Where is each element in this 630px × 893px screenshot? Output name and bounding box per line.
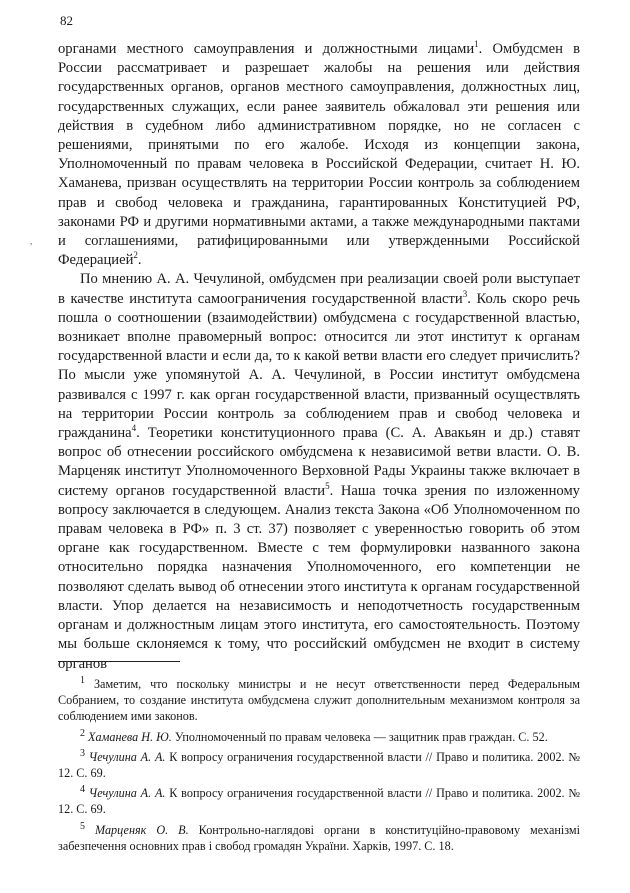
footnote-author: Чечулина А. А.	[88, 786, 166, 801]
paragraph-2	[58, 270, 580, 673]
footnote-ref-5: 5	[325, 480, 330, 491]
footnote-2	[58, 729, 580, 745]
footnote-3	[58, 749, 580, 781]
paragraph-1-end: .	[137, 252, 142, 269]
footnote-5	[58, 822, 580, 854]
paragraph-2-part-3: . Теоретики конституционного права (С. А. Авакьян и др.) ставят вопрос об отнесении российского омбудсмена к независимой ветви власти. О. В. Марценяк институт Уполномоченного Верховной Рады Украины также включает в систему органов государственной власти	[58, 425, 580, 499]
footnote-4	[58, 785, 580, 817]
footnote-author: Марценяк О. В.	[94, 822, 189, 837]
paragraph-1-text: органами местного самоуправления и должностными лицами	[58, 41, 475, 57]
main-text	[58, 40, 580, 674]
footnote-number: 5	[80, 820, 85, 832]
footnotes	[58, 676, 580, 858]
paragraph-2-part-4: . Наша точка зрения по изложенному вопросу заключается в следующем. Анализ текста Закона «Об Уполномоченном по правам человека в РФ» п. 3 ст. 37) позволяет с уверенностью говорить об этом органе как государственном. Вместе с тем формулировки названного закона относительно порядка назначения Уполномоченного, его компетенции не позволяют сделать вывод об отнесении этого института к органам государственной власти. Упор делается на независимость и неподотчетность государственным органам и должностным лицам этого института, его самостоятельность. Поэтому мы больше склоняемся к тому, что российский омбудсмен не входит в систему органов	[58, 482, 580, 672]
footnote-number: 4	[80, 784, 85, 796]
footnote-ref-2: 2	[133, 250, 138, 261]
paragraph-1-body: . Омбудсмен в России рассматривает и разрешает жалобы на решения или действия государственных органов, органов местного самоуправления, должностных лиц, государственных служащих, если ранее заявитель обжаловал эти решения или действия в судебном либо административном порядке, но не согласен с решениями, принятыми по его жалобе. Исходя из концепции закона, Уполномоченный по правам человека в Российской Федерации, считает Н. Ю. Хаманева, призван осуществлять на территории России контроль за соблюдением прав и свобод человека и гражданина, гарантированных Конституцией РФ, законами РФ и другими нормативными актами, а также международными пактами и соглашениями, ратифицированными или утвержденными Российской Федерацией	[58, 41, 580, 269]
footnote-text: Уполномоченный по правам человека — защитник прав граждан. С. 52.	[171, 729, 548, 744]
paragraph-2-part-1: По мнению А. А. Чечулиной, омбудсмен при реализации своей роли выступает в качестве института самоограничения государственной власти	[58, 271, 580, 307]
footnote-number: 3	[80, 747, 85, 759]
footnote-ref-4: 4	[131, 423, 137, 434]
footnote-text: К вопросу ограничения государственной власти // Право и политика. 2002. № 12. С. 69.	[58, 749, 581, 781]
footnote-number: 2	[80, 727, 85, 739]
footnote-text: К вопросу ограничения государственной власти // Право и политика. 2002. № 12. С. 69.	[58, 786, 581, 817]
paragraph-1	[58, 40, 580, 270]
footnote-text: Контрольно-наглядові органи в конституційно-правовому механізмі забезпечення основних прав і свобод громадян України. Харків, 1997. С. 18.	[58, 822, 581, 853]
footnote-text: Заметим, что поскольку министры и не несут ответственности перед Федеральным Собранием, то создание института омбудсмена служит дополнительным механизмом контроля за соблюдением ими законов.	[58, 677, 580, 724]
page-number: 82	[60, 13, 73, 28]
footnote-divider	[58, 661, 180, 662]
footnote-1	[58, 676, 580, 725]
footnote-author: Хаманева Н. Ю.	[88, 729, 172, 744]
footnote-author: Чечулина А. А.	[88, 749, 166, 764]
footnote-number: 1	[80, 674, 85, 686]
margin-mark: ,	[30, 236, 33, 246]
footnote-ref-1: 1	[474, 39, 479, 50]
footnote-ref-3: 3	[462, 288, 468, 299]
paragraph-2-part-2: . Коль скоро речь пошла о соотношении (взаимодействии) омбудсмена с государственной властью, возникает вполне правомерный вопрос: относится ли этот институт к органам государственной власти и если да, то к какой ветви власти его следует причислить? По мысли уже упомянутой А. А. Чечулиной, в России институт омбудсмена развивался с 1997 г. как орган государственной власти, призванный осуществлять на территории России контроль за соблюдением прав и свобод человека и гражданина	[58, 290, 580, 442]
